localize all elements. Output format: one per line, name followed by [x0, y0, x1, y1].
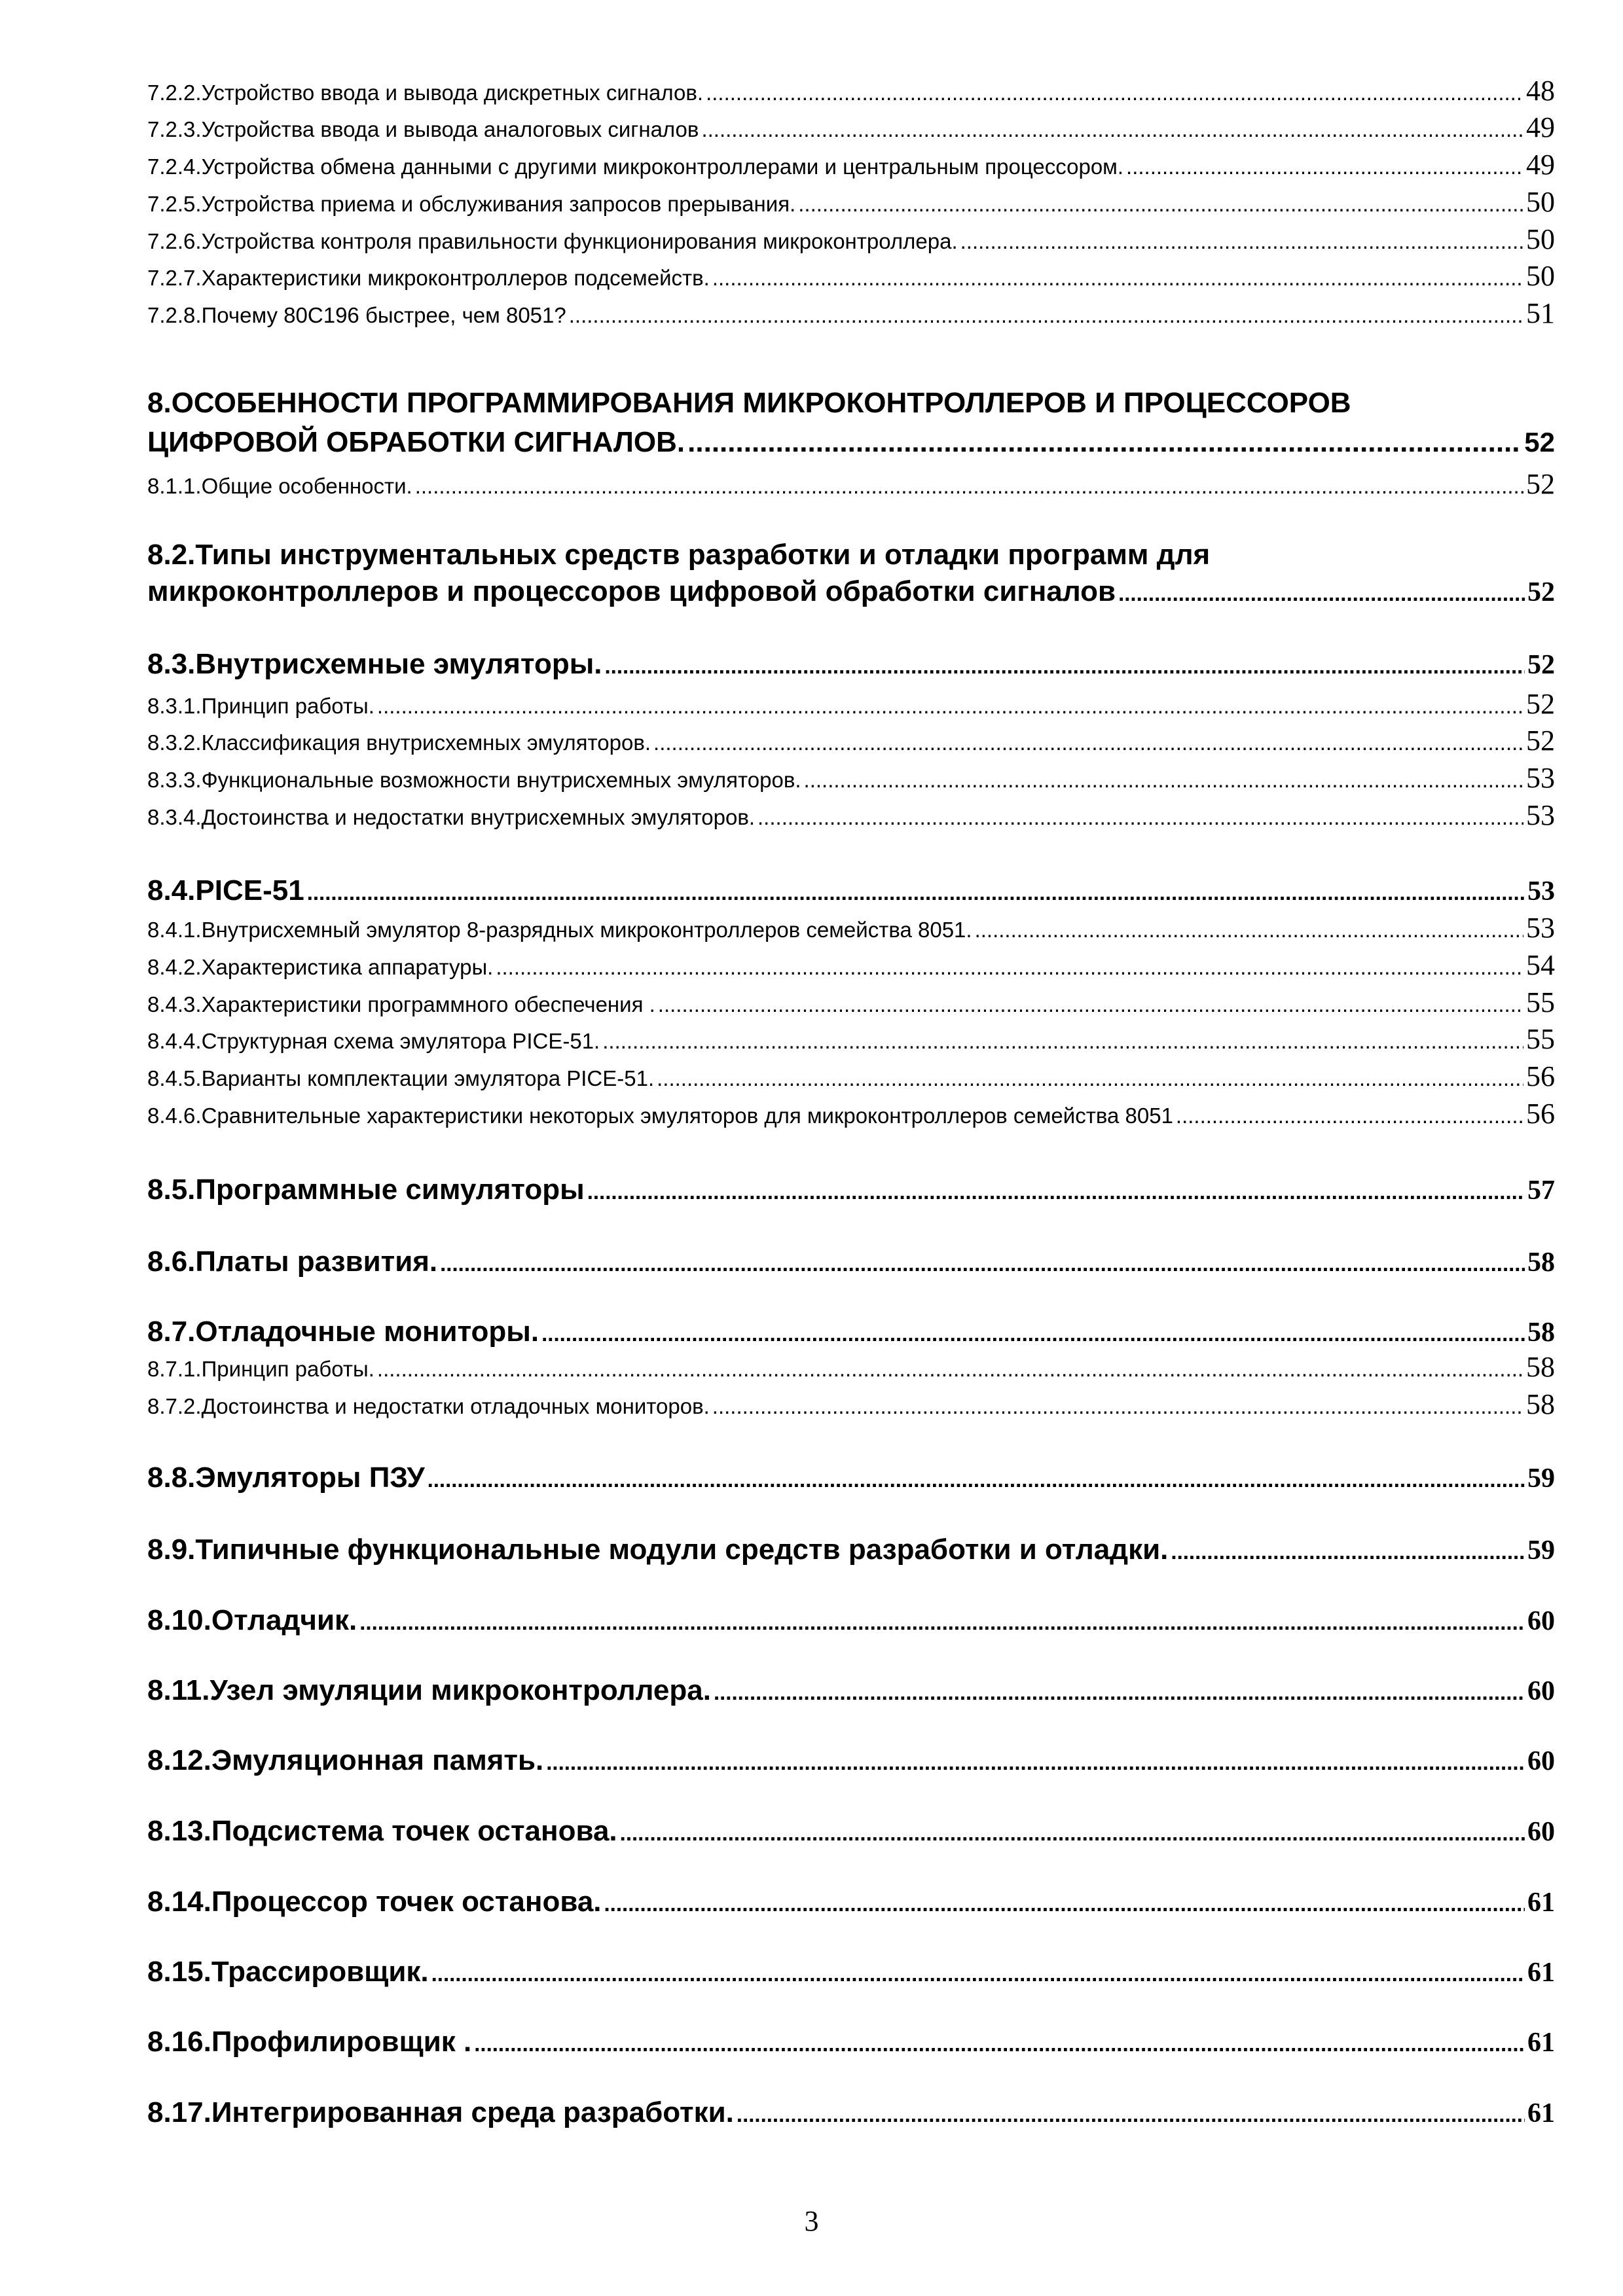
toc-entry-title: 8.4.5.Варианты комплектации эмулятора PICE-51.	[147, 1066, 655, 1090]
toc-entry-page: 52	[1526, 725, 1555, 757]
toc-entry-8-4-2[interactable]	[147, 951, 1555, 980]
toc-entry-8-4-4[interactable]	[147, 1025, 1555, 1054]
toc-heading-page: 61	[1527, 2028, 1555, 2058]
toc-section-8-6[interactable]	[147, 1244, 1555, 1280]
dot-leader	[428, 1462, 1525, 1498]
dot-leader	[706, 79, 1523, 107]
dot-leader	[620, 1815, 1525, 1852]
toc-section-8-2-line1[interactable]: 8.2.Типы инструментальных средств разработки и отладки программ для	[147, 539, 1211, 571]
toc-entry-page: 50	[1526, 260, 1555, 292]
toc-entry-8-3-4[interactable]	[147, 801, 1555, 830]
toc-heading-page: 59	[1527, 1535, 1555, 1566]
dot-leader	[975, 916, 1523, 944]
toc-entry-page: 55	[1526, 986, 1555, 1018]
toc-heading-page: 52	[1527, 650, 1555, 680]
toc-heading-title: 8.6.Платы развития.	[147, 1246, 438, 1278]
dot-leader	[757, 803, 1523, 832]
dot-leader	[474, 2026, 1525, 2062]
toc-entry-title: 7.2.5.Устройства приема и обслуживания запросов прерывания.	[147, 192, 796, 216]
page-number: 3	[804, 2205, 819, 2237]
dot-leader	[377, 1355, 1523, 1384]
toc-heading-title: 8.14.Процессор точек останова.	[147, 1886, 602, 1918]
toc-section-8-7[interactable]	[147, 1314, 1555, 1350]
toc-entry-title: 8.4.6.Сравнительные характеристики некоторых эмуляторов для микроконтроллеров семейства 8051	[147, 1103, 1173, 1128]
toc-entry-8-3-1[interactable]	[147, 690, 1555, 719]
dot-leader	[653, 728, 1523, 757]
dot-leader	[1118, 575, 1525, 612]
dot-leader	[714, 1674, 1525, 1711]
dot-leader	[712, 1392, 1523, 1421]
toc-section-8-12[interactable]	[147, 1742, 1555, 1779]
toc-chapter-8[interactable]	[147, 424, 1555, 461]
toc-entry-7-2-8[interactable]	[147, 299, 1555, 328]
dot-leader	[657, 1064, 1523, 1093]
toc-entry-8-3-3[interactable]	[147, 764, 1555, 793]
dot-leader	[546, 1744, 1525, 1781]
toc-heading-page: 60	[1527, 1746, 1555, 1776]
toc-heading-page: 59	[1527, 1463, 1555, 1494]
toc-section-8-13[interactable]	[147, 1813, 1555, 1850]
toc-entry-page: 49	[1526, 149, 1555, 181]
toc-entry-page: 53	[1526, 912, 1555, 944]
toc-entry-title: 8.3.4.Достоинства и недостатки внутрисхемных эмуляторов.	[147, 805, 756, 829]
toc-entry-title: 7.2.6.Устройства контроля правильности функционирования микроконтроллера.	[147, 229, 958, 253]
dot-leader	[569, 301, 1523, 330]
toc-heading-title: 8.3.Внутрисхемные эмуляторы.	[147, 648, 602, 680]
toc-entry-page: 52	[1526, 688, 1555, 720]
toc-entry-page: 53	[1526, 799, 1555, 831]
toc-entry-7-2-4[interactable]	[147, 151, 1555, 179]
toc-heading-title: 8.13.Подсистема точек останова.	[147, 1815, 617, 1847]
toc-entry-8-4-5[interactable]	[147, 1062, 1555, 1091]
toc-section-8-2[interactable]	[147, 573, 1555, 610]
dot-leader	[415, 472, 1523, 501]
toc-section-8-3[interactable]	[147, 646, 1555, 683]
toc-entry-title: 8.1.1.Общие особенности.	[147, 474, 412, 498]
dot-leader	[712, 264, 1523, 293]
toc-entry-page: 50	[1526, 223, 1555, 255]
toc-entry-page: 58	[1526, 1388, 1555, 1420]
toc-section-8-15[interactable]	[147, 1954, 1555, 1990]
toc-heading-page: 60	[1527, 1676, 1555, 1706]
toc-entry-8-7-2[interactable]	[147, 1390, 1555, 1419]
toc-heading-title: 8.15.Трассировщик.	[147, 1956, 429, 1988]
toc-section-8-4[interactable]	[147, 872, 1555, 909]
toc-heading-page: 60	[1527, 1606, 1555, 1636]
toc-heading-page: 52	[1527, 577, 1555, 607]
toc-heading-page: 52	[1524, 427, 1555, 457]
toc-heading-title: 8.10.Отладчик.	[147, 1604, 357, 1636]
toc-heading-title: микроконтроллеров и процессоров цифровой обработки сигналов	[147, 575, 1116, 607]
toc-heading-title: 8.11.Узел эмуляции микроконтроллера.	[147, 1674, 711, 1706]
toc-heading-title: 8.12.Эмуляционная память.	[147, 1744, 544, 1776]
dot-leader	[602, 1027, 1523, 1056]
toc-entry-7-2-7[interactable]	[147, 262, 1555, 291]
dot-leader	[737, 2096, 1525, 2133]
toc-entry-page: 56	[1526, 1060, 1555, 1092]
toc-entry-title: 8.4.2.Характеристика аппаратуры.	[147, 955, 494, 979]
toc-entry-title: 7.2.7.Характеристики микроконтроллеров подсемейств.	[147, 266, 710, 290]
toc-heading-title: 8.16.Профилировщик .	[147, 2026, 472, 2058]
toc-section-8-11[interactable]	[147, 1672, 1555, 1709]
dot-leader	[604, 1886, 1525, 1922]
toc-section-8-5[interactable]	[147, 1172, 1555, 1208]
toc-entry-title: 7.2.3.Устройства ввода и вывода аналоговых сигналов	[147, 117, 699, 141]
toc-entry-title: 8.7.2.Достоинства и недостатки отладочных мониторов.	[147, 1394, 710, 1418]
toc-entry-8-4-1[interactable]	[147, 914, 1555, 942]
toc-heading-title: 8.4.PICE-51	[147, 874, 304, 906]
toc-heading-page: 57	[1527, 1175, 1555, 1206]
toc-heading-page: 61	[1527, 1888, 1555, 1918]
toc-section-8-8[interactable]	[147, 1460, 1555, 1496]
toc-section-8-16[interactable]	[147, 2024, 1555, 2060]
dot-leader	[440, 1246, 1525, 1282]
toc-entry-title: 8.4.3.Характеристики программного обеспечения .	[147, 992, 655, 1016]
toc-entry-page: 50	[1526, 186, 1555, 218]
toc-entry-7-2-2[interactable]	[147, 77, 1555, 105]
toc-entry-title: 7.2.4.Устройства обмена данными с другими микроконтроллерами и центральным процессором.	[147, 154, 1124, 179]
dot-leader	[587, 1174, 1525, 1210]
toc-heading-title: ЦИФРОВОЙ ОБРАБОТКИ СИГНАЛОВ.	[147, 426, 685, 458]
toc-heading-page: 60	[1527, 1817, 1555, 1847]
toc-entry-page: 56	[1526, 1098, 1555, 1130]
toc-heading-title: 8.5.Программные симуляторы	[147, 1174, 585, 1206]
toc-section-8-10[interactable]	[147, 1602, 1555, 1639]
toc-entry-8-7-1[interactable]	[147, 1353, 1555, 1382]
toc-section-8-17[interactable]	[147, 2094, 1555, 2131]
dot-leader	[307, 874, 1525, 911]
toc-heading-page: 61	[1527, 2098, 1555, 2128]
dot-leader	[605, 648, 1525, 685]
dot-leader	[1176, 1102, 1523, 1130]
toc-entry-title: 8.3.2.Классификация внутрисхемных эмуляторов.	[147, 730, 651, 755]
dot-leader	[804, 766, 1523, 795]
toc-heading-page: 58	[1527, 1247, 1555, 1278]
toc-entry-title: 8.3.3.Функциональные возможности внутрисхемных эмуляторов.	[147, 768, 801, 792]
toc-entry-8-4-6[interactable]	[147, 1100, 1555, 1128]
toc-entry-title: 8.4.1.Внутрисхемный эмулятор 8-разрядных микроконтроллеров семейства 8051.	[147, 918, 972, 942]
toc-entry-page: 58	[1526, 1351, 1555, 1383]
toc-heading-title: 8.9.Типичные функциональные модули средств разработки и отладки.	[147, 1534, 1169, 1566]
toc-entry-7-2-5[interactable]	[147, 188, 1555, 217]
toc-heading-title: 8.7.Отладочные мониторы.	[147, 1316, 539, 1348]
toc-heading-page: 61	[1527, 1958, 1555, 1988]
dot-leader	[359, 1604, 1525, 1641]
dot-leader	[1171, 1534, 1525, 1570]
toc-entry-title: 8.4.4.Структурная схема эмулятора PICE-51.	[147, 1029, 600, 1053]
dot-leader	[431, 1956, 1525, 1992]
toc-entry-title: 7.2.2.Устройство ввода и вывода дискретных сигналов.	[147, 81, 704, 105]
dot-leader	[798, 190, 1523, 219]
toc-entry-page: 49	[1526, 111, 1555, 143]
dot-leader	[541, 1316, 1525, 1352]
toc-entry-title: 7.2.8.Почему 80С196 быстрее, чем 8051?	[147, 303, 566, 327]
dot-leader	[1126, 152, 1523, 181]
toc-entry-8-4-3[interactable]	[147, 988, 1555, 1017]
toc-entry-8-1-1[interactable]	[147, 470, 1555, 499]
toc-entry-7-2-3[interactable]	[147, 113, 1555, 142]
toc-entry-title: 8.3.1.Принцип работы.	[147, 694, 374, 718]
toc-entry-7-2-6[interactable]	[147, 225, 1555, 254]
toc-entry-page: 55	[1526, 1023, 1555, 1055]
toc-heading-title: 8.17.Интегрированная среда разработки.	[147, 2096, 734, 2128]
toc-entry-page: 52	[1526, 468, 1555, 500]
dot-leader	[658, 990, 1523, 1019]
dot-leader	[377, 692, 1523, 721]
dot-leader	[496, 953, 1523, 982]
toc-section-8-14[interactable]	[147, 1884, 1555, 1920]
toc-heading-page: 53	[1527, 876, 1555, 906]
toc-entry-page: 48	[1526, 75, 1555, 107]
toc-entry-page: 53	[1526, 762, 1555, 794]
toc-entry-page: 51	[1526, 297, 1555, 329]
dot-leader	[960, 227, 1523, 256]
toc-entry-title: 8.7.1.Принцип работы.	[147, 1357, 374, 1381]
dot-leader	[687, 424, 1522, 461]
toc-chapter-8-line1[interactable]: 8.ОСОБЕННОСТИ ПРОГРАММИРОВАНИЯ МИКРОКОНТРОЛЛЕРОВ И ПРОЦЕССОРОВ	[147, 387, 1351, 419]
toc-entry-8-3-2[interactable]	[147, 726, 1555, 755]
toc-section-8-9[interactable]	[147, 1532, 1555, 1568]
toc-entry-page: 54	[1526, 949, 1555, 981]
toc-heading-title: 8.8.Эмуляторы ПЗУ	[147, 1462, 425, 1494]
dot-leader	[701, 115, 1523, 144]
toc-heading-page: 58	[1527, 1318, 1555, 1348]
